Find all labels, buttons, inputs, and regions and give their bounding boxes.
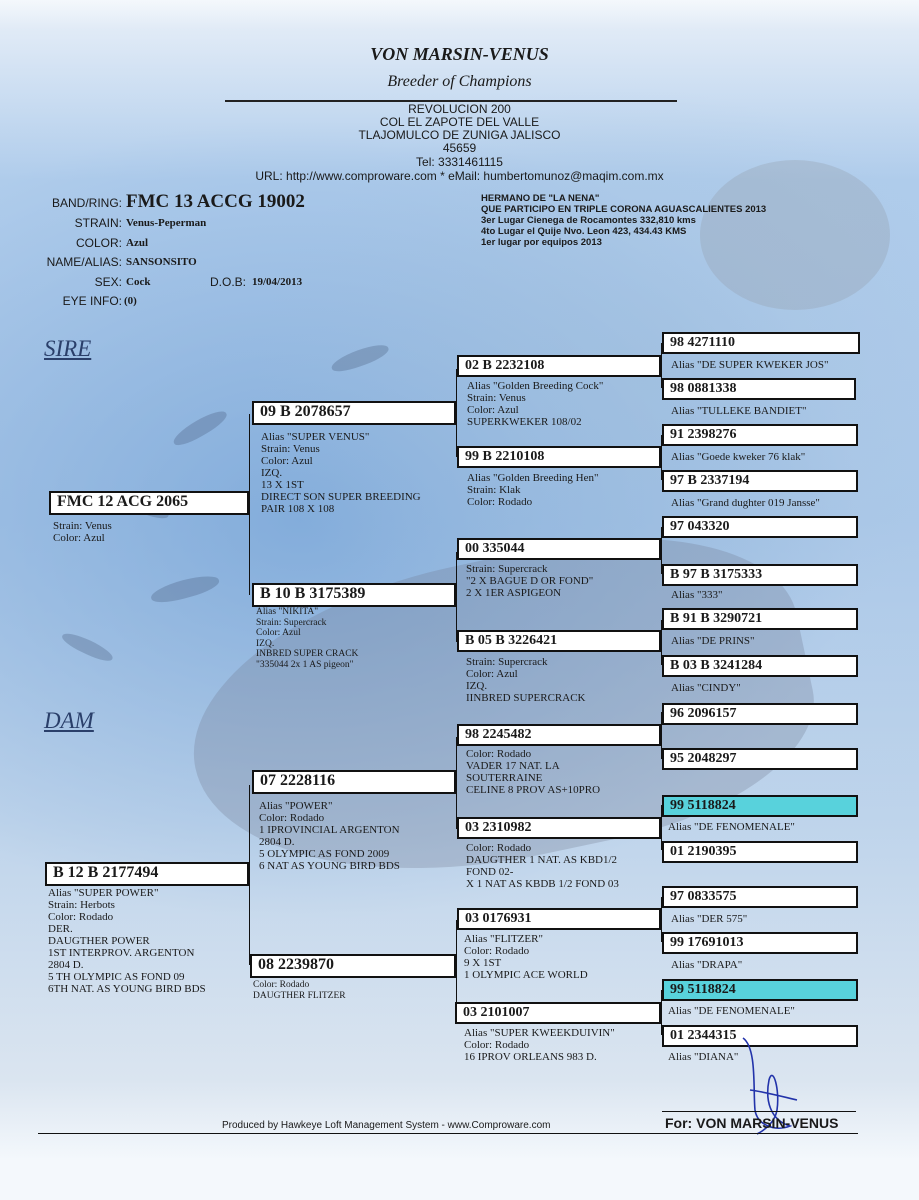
detail-line: IZQ. <box>466 680 488 692</box>
gen3-band-box[interactable]: B 05 B 3226421 <box>457 630 661 652</box>
strain-value: Venus-Peperman <box>126 217 207 229</box>
address-line: REVOLUCION 200 <box>408 102 511 116</box>
detail-line: SUPERKWEKER 108/02 <box>467 416 582 428</box>
detail-line: 2804 D. <box>259 836 295 848</box>
detail-line: Strain: Klak <box>467 484 521 496</box>
detail-line: Color: Rodado <box>464 945 530 957</box>
detail-line: Alias "SUPER KWEEKDUIVIN" <box>464 1027 615 1039</box>
detail-line: 6 NAT AS YOUNG BIRD BDS <box>259 860 400 872</box>
detail-line: Color: Azul <box>261 455 313 467</box>
gen4-band-box[interactable]: B 97 B 3175333 <box>662 564 858 586</box>
detail-line: VADER 17 NAT. LA <box>466 760 560 772</box>
detail-line: Color: Rodado <box>259 812 325 824</box>
gen3-details <box>466 748 600 796</box>
detail-line: Alias "Golden Breeding Cock" <box>467 380 604 392</box>
gen4-band-box[interactable]: 97 B 2337194 <box>662 470 858 492</box>
gen4-alias: Alias "DE SUPER KWEKER JOS" <box>671 359 829 371</box>
gen4-band-box-highlighted[interactable]: 99 5118824 <box>662 795 858 817</box>
detail-line: Color: Rodado <box>466 842 532 854</box>
detail-line: Alias "SUPER POWER" <box>48 887 159 899</box>
detail-line: IZQ. <box>256 638 275 649</box>
gen4-band-box[interactable]: 98 4271110 <box>662 332 860 354</box>
gen4-alias: Alias "DE PRINS" <box>671 635 755 647</box>
gen3-band-box[interactable]: 02 B 2232108 <box>457 355 661 377</box>
gen3-details <box>467 380 603 428</box>
detail-line: INBRED SUPER CRACK <box>256 649 359 659</box>
bird-silhouette-icon <box>329 340 391 376</box>
gen4-alias: Alias "333" <box>671 589 723 601</box>
gen4-alias: Alias "Grand dughter 019 Jansse" <box>671 497 820 509</box>
detail-line: Color: Azul <box>467 404 519 416</box>
footer-signature-line <box>662 1111 856 1112</box>
detail-line: Color: Rodado <box>467 496 533 508</box>
detail-line: 1 IPROVINCIAL ARGENTON <box>259 824 400 836</box>
gen3-band-box[interactable]: 00 335044 <box>457 538 661 560</box>
address-line: COL EL ZAPOTE DEL VALLE <box>379 115 540 129</box>
detail-line: "2 X BAGUE D OR FOND" <box>466 575 594 587</box>
footer-divider <box>38 1133 858 1134</box>
detail-line: DAUGTHER 1 NAT. AS KBD1/2 <box>466 854 618 866</box>
dob-value: 19/04/2013 <box>252 276 303 288</box>
gen2-band-box[interactable]: B 10 B 3175389 <box>252 583 456 607</box>
dam-section-label: DAM <box>44 708 94 733</box>
detail-line: "335044 2x 1 AS pigeon" <box>256 659 354 670</box>
connector-line <box>249 785 250 965</box>
connector-line <box>456 369 457 457</box>
gen2-details <box>256 607 358 670</box>
address-line: TLAJOMULCO DE ZUNIGA JALISCO <box>358 128 561 142</box>
alias-label: NAME/ALIAS: <box>46 255 122 269</box>
gen4-alias: Alias "DIANA" <box>668 1051 739 1063</box>
detail-line: 13 X 1ST <box>261 479 304 491</box>
detail-line: FOND 02- <box>466 866 514 878</box>
band-label: BAND/RING: <box>51 196 122 210</box>
detail-line: Color: Azul <box>256 628 301 638</box>
detail-line: Color: Rodado <box>466 748 532 760</box>
hermano-line: 3er Lugar Cienega de Rocamontes 332,810 kms <box>481 215 696 226</box>
produced-by-footer: Produced by Hawkeye Loft Management System - www.Comproware.com <box>222 1120 551 1131</box>
gen3-details <box>464 1027 615 1063</box>
detail-line: Strain: Venus <box>261 443 320 455</box>
hermano-notes <box>481 193 841 248</box>
detail-line: Strain: Supercrack <box>466 656 548 668</box>
detail-line: IZQ. <box>261 467 283 479</box>
gen4-band-box[interactable]: 97 043320 <box>662 516 858 538</box>
phone-line: Tel: 3331461115 <box>416 155 503 169</box>
strain-label: STRAIN: <box>74 216 122 230</box>
gen3-band-box[interactable]: 98 2245482 <box>457 724 661 746</box>
sex-label: SEX: <box>94 275 122 289</box>
gen4-alias: Alias "DER 575" <box>671 913 748 925</box>
detail-line: 6TH NAT. AS YOUNG BIRD BDS <box>48 983 206 995</box>
gen4-band-box[interactable]: 95 2048297 <box>662 748 858 770</box>
gen4-alias: Alias "DRAPA" <box>671 959 743 971</box>
gen3-details <box>466 656 586 704</box>
for-breeder-footer: For: VON MARSIN-VENUS <box>665 1115 839 1131</box>
bird-silhouette-icon <box>170 406 230 450</box>
detail-line: Alias "SUPER VENUS" <box>261 431 370 443</box>
hermano-line: 1er lugar por equipos 2013 <box>481 237 602 248</box>
band-value: FMC 13 ACCG 19002 <box>126 191 305 212</box>
sire-section-label: SIRE <box>44 336 92 361</box>
gen2-band-box[interactable]: 07 2228116 <box>252 770 456 794</box>
gen3-band-box[interactable]: 03 2310982 <box>457 817 661 839</box>
connector-line <box>456 737 457 829</box>
gen4-band-box[interactable]: 98 0881338 <box>662 378 856 400</box>
detail-line: Strain: Venus <box>53 520 112 532</box>
gen3-details <box>467 472 598 508</box>
breeder-title: VON MARSIN-VENUS <box>370 44 549 64</box>
detail-line: DAUGTHER FLITZER <box>253 990 346 1001</box>
detail-line: 5 OLYMPIC AS FOND 2009 <box>259 848 390 860</box>
sex-value: Cock <box>126 276 151 288</box>
gen2-band-box[interactable]: 09 B 2078657 <box>252 401 456 425</box>
detail-line: 1ST INTERPROV. ARGENTON <box>48 947 195 959</box>
detail-line: 9 X 1ST <box>464 957 502 969</box>
connector-line <box>456 920 457 1014</box>
gen2-details <box>259 800 400 872</box>
dob-label: D.O.B: <box>210 275 247 289</box>
connector-line <box>249 414 250 595</box>
dam-band-box[interactable]: B 12 B 2177494 <box>45 862 249 886</box>
dam-details <box>48 887 206 995</box>
hermano-line: 4to Lugar el Quije Nvo. Leon 423, 434.43 KMS <box>481 226 687 237</box>
detail-line: Strain: Supercrack <box>466 563 548 575</box>
address-line: 45659 <box>442 141 477 155</box>
gen3-details <box>466 563 593 599</box>
gen4-alias: Alias "DE FENOMENALE" <box>668 1005 795 1017</box>
eye-value: (0) <box>124 295 137 307</box>
gen3-band-box[interactable]: 03 0176931 <box>457 908 661 930</box>
detail-line: Alias "FLITZER" <box>464 933 543 945</box>
gen4-band-box[interactable]: 91 2398276 <box>662 424 858 446</box>
sire-band-box[interactable]: FMC 12 ACG 2065 <box>49 491 249 515</box>
gen3-details <box>466 842 619 890</box>
gen4-band-box[interactable]: 97 0833575 <box>662 886 858 908</box>
bird-silhouette-icon <box>149 571 221 607</box>
eye-label: EYE INFO: <box>62 294 122 308</box>
detail-line: Strain: Venus <box>467 392 526 404</box>
gen3-details <box>464 933 588 981</box>
gen4-band-box[interactable]: B 03 B 3241284 <box>662 655 858 677</box>
hermano-line: HERMANO DE "LA NENA" <box>481 193 600 204</box>
detail-line: Alias "NIKITA" <box>256 607 319 617</box>
gen4-band-box[interactable]: 01 2190395 <box>662 841 858 863</box>
gen4-alias: Alias "DE FENOMENALE" <box>668 821 795 833</box>
gen2-details <box>253 980 346 1001</box>
detail-line: 16 IPROV ORLEANS 983 D. <box>464 1051 597 1063</box>
gen4-alias: Alias "CINDY" <box>671 682 741 694</box>
bird-silhouette-icon <box>60 629 116 665</box>
detail-line: Color: Rodado <box>48 911 114 923</box>
alias-value: SANSONSITO <box>126 256 197 268</box>
breeder-subtitle: Breeder of Champions <box>387 73 532 90</box>
detail-line: 2804 D. <box>48 959 84 971</box>
detail-line: Alias "POWER" <box>259 800 333 812</box>
detail-line: PAIR 108 X 108 <box>261 503 335 515</box>
detail-line: Strain: Supercrack <box>256 617 327 628</box>
gen4-alias: Alias "TULLEKE BANDIET" <box>671 405 807 417</box>
color-label: COLOR: <box>75 236 122 250</box>
gen4-band-box-highlighted[interactable]: 99 5118824 <box>662 979 858 1001</box>
detail-line: 5 TH OLYMPIC AS FOND 09 <box>48 971 185 983</box>
detail-line: Strain: Herbots <box>48 899 115 911</box>
detail-line: Color: Rodado <box>253 980 310 990</box>
gen4-band-box[interactable]: 99 17691013 <box>662 932 858 954</box>
gen4-band-box[interactable]: 96 2096157 <box>662 703 858 725</box>
detail-line: Color: Azul <box>466 668 518 680</box>
hermano-line: QUE PARTICIPO EN TRIPLE CORONA AGUASCALIENTES 2013 <box>481 204 767 215</box>
detail-line: DIRECT SON SUPER BREEDING <box>261 491 421 503</box>
connector-line <box>456 552 457 642</box>
sire-details <box>53 520 112 544</box>
url-line: URL: http://www.comproware.com * eMail: humbertomunoz@maqim.com.mx <box>255 169 664 183</box>
detail-line: Alias "Golden Breeding Hen" <box>467 472 599 484</box>
detail-line: X 1 NAT AS KBDB 1/2 FOND 03 <box>466 878 619 890</box>
gen3-band-box[interactable]: 03 2101007 <box>455 1002 661 1024</box>
detail-line: Color: Rodado <box>464 1039 530 1051</box>
detail-line: 1 OLYMPIC ACE WORLD <box>464 969 588 981</box>
gen2-details <box>261 431 421 515</box>
gen4-alias: Alias "Goede kweker 76 klak" <box>671 451 806 463</box>
detail-line: Color: Azul <box>53 532 105 544</box>
detail-line: SOUTERRAINE <box>466 772 543 784</box>
detail-line: CELINE 8 PROV AS+10PRO <box>466 784 601 796</box>
gen4-band-box[interactable]: B 91 B 3290721 <box>662 608 858 630</box>
detail-line: DAUGTHER POWER <box>48 935 150 947</box>
detail-line: DER. <box>48 923 73 935</box>
gen4-band-box[interactable]: 01 2344315 <box>662 1025 858 1047</box>
gen2-band-box[interactable]: 08 2239870 <box>250 954 456 978</box>
gen3-band-box[interactable]: 99 B 2210108 <box>457 446 661 468</box>
detail-line: IINBRED SUPERCRACK <box>466 692 586 704</box>
color-value: Azul <box>126 237 148 249</box>
detail-line: 2 X 1ER ASPIGEON <box>466 587 562 599</box>
